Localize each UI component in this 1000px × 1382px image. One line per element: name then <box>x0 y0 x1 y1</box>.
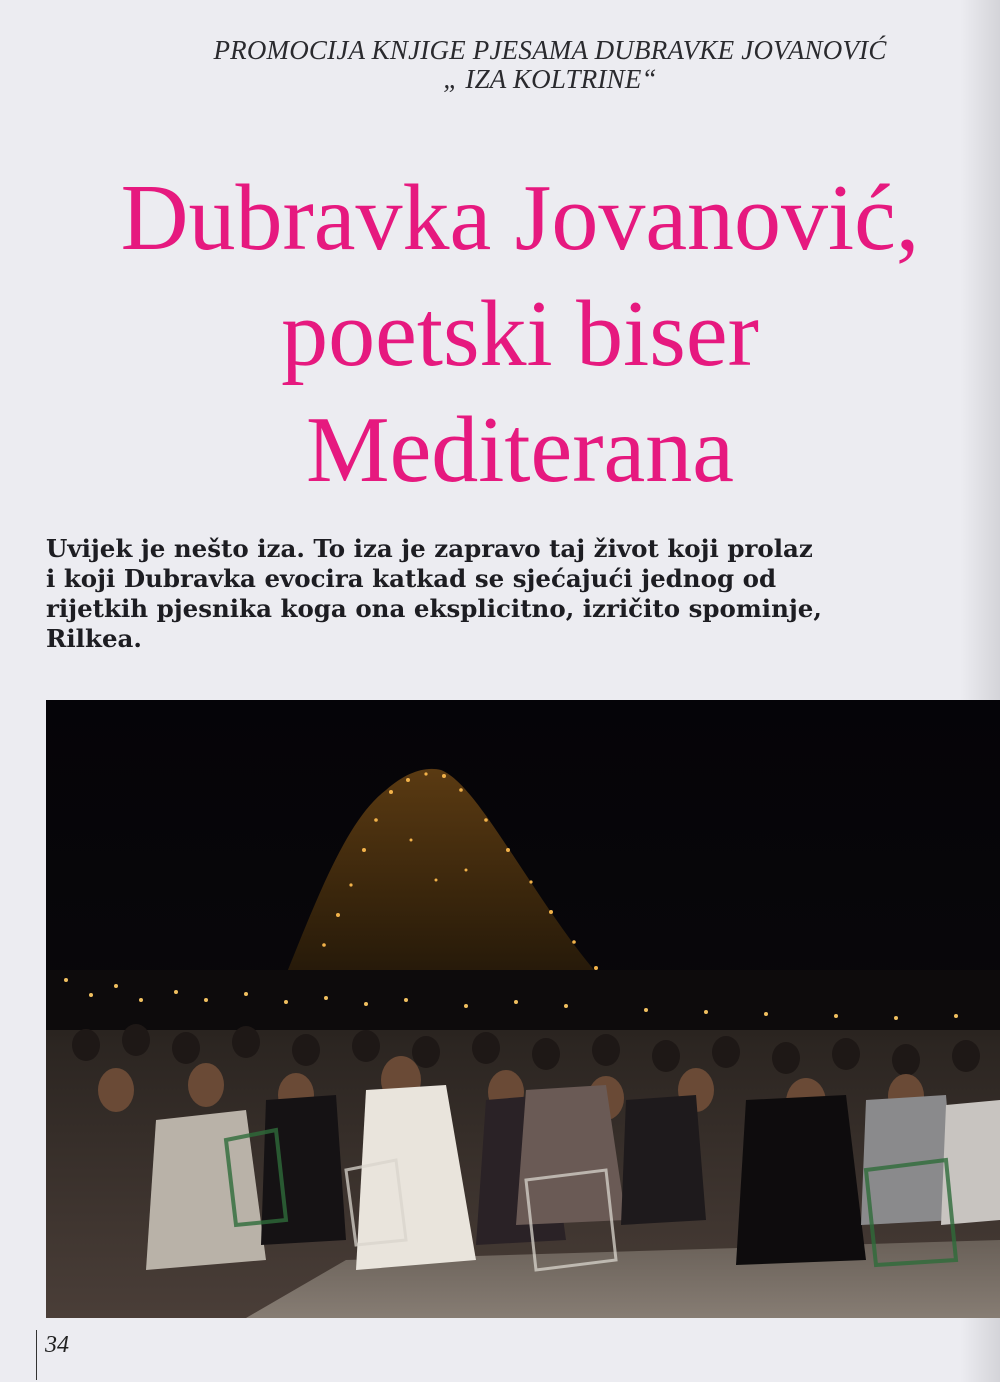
kicker-line-1: PROMOCIJA KNJIGE PJESAMA DUBRAVKE JOVANOVIĆ <box>213 35 887 65</box>
kicker-line-2: „ IZA KOLTRINE“ <box>443 64 657 94</box>
lead-line-1: Uvijek je nešto iza. To iza je zapravo taj život koji prolaz <box>46 534 813 563</box>
event-photo <box>46 700 1000 1318</box>
lead-line-3: rijetkih pjesnika koga ona eksplicitno, izričito spominje, <box>46 594 822 623</box>
page-number: 34 <box>36 1330 69 1380</box>
lead-line-4: Rilkea. <box>46 624 142 653</box>
title-line-1: Dubravka Jovanović, <box>120 166 920 270</box>
title-line-2: poetski biser <box>281 282 759 386</box>
article-lead-paragraph <box>46 534 1000 654</box>
article-kicker <box>120 36 980 94</box>
title-line-3: Mediterana <box>305 398 734 502</box>
lead-line-2: i koji Dubravka evocira katkad se sjećajući jednog od <box>46 564 777 593</box>
article-title <box>40 160 1000 508</box>
